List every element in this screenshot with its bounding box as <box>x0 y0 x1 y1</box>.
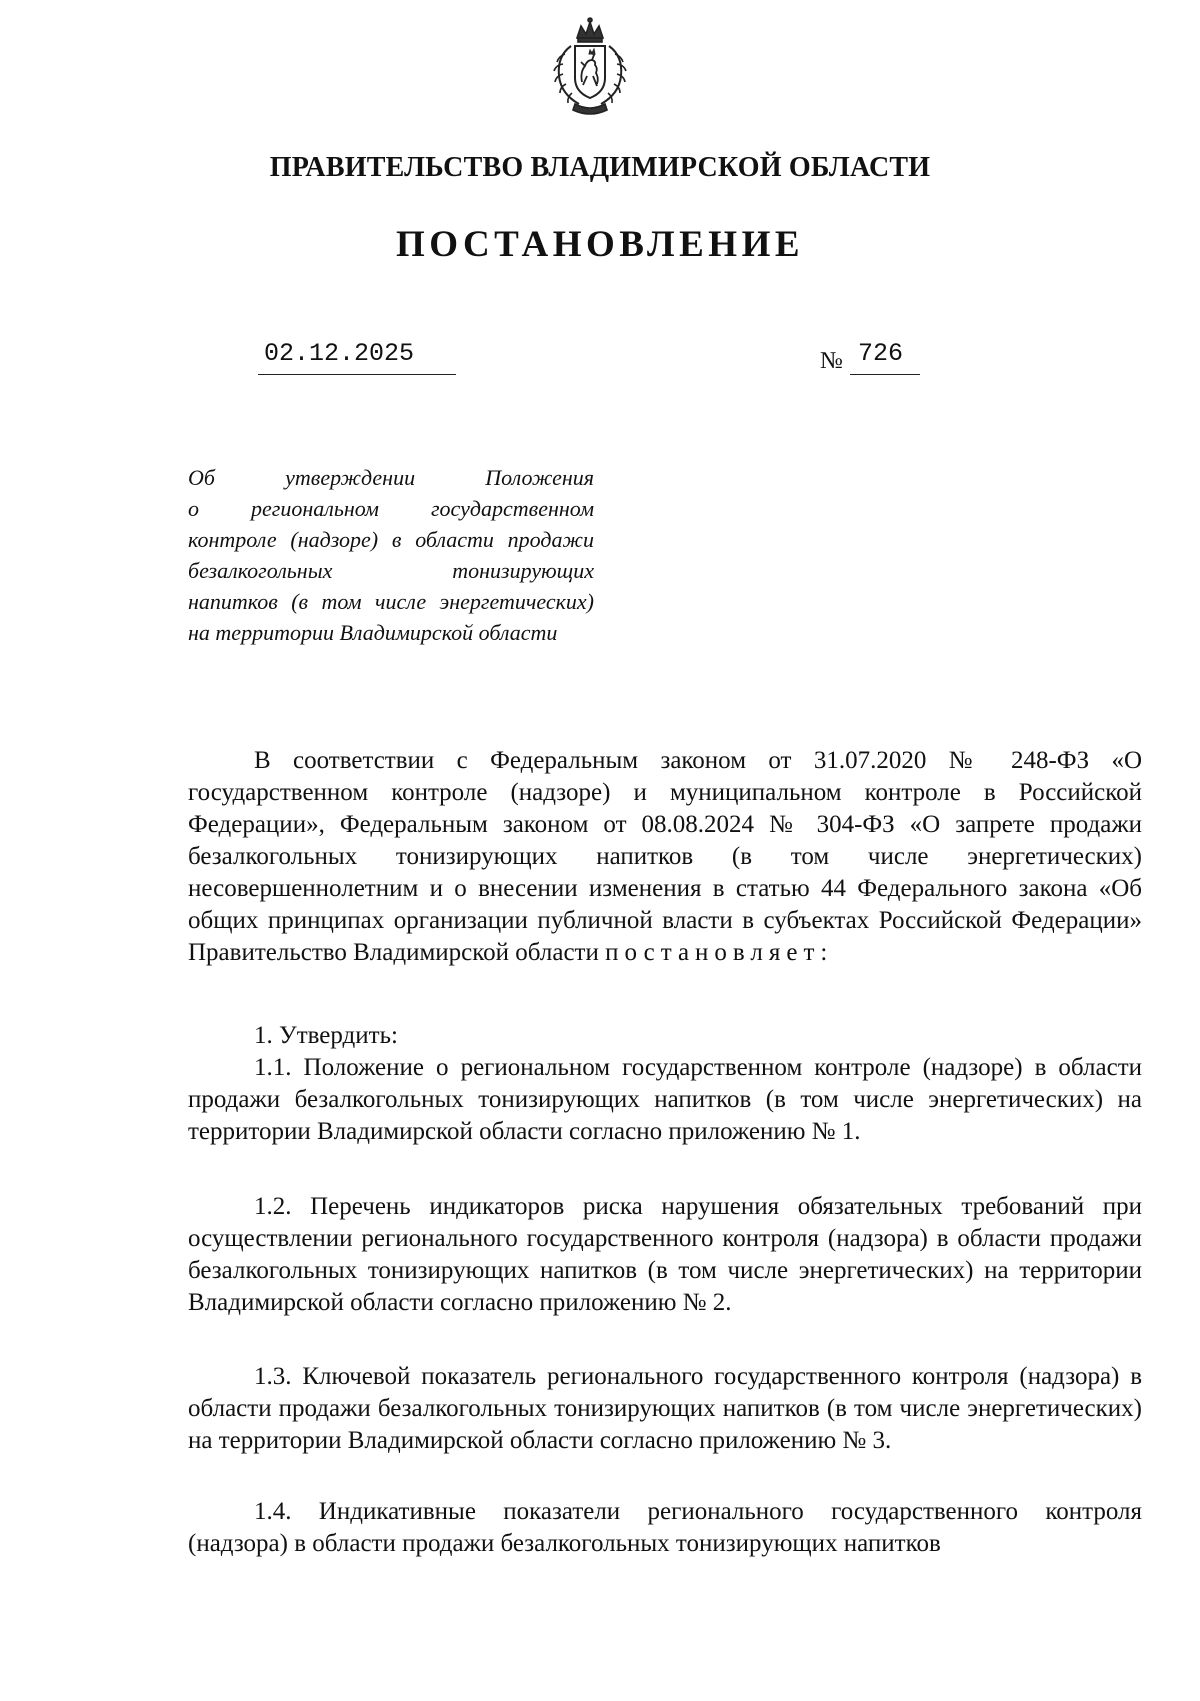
subject-line: Об утверждении Положения <box>188 465 594 490</box>
item-1-3-text: 1.3. Ключевой показатель регионального государственного контроля (надзора) в области продажи безалкогольных тонизирующих напитков (в том числе энергетических) на территории Владимирской области согласно приложению № 3. <box>188 1363 1142 1454</box>
subject-line: напитков (в том числе энергетических) <box>188 589 594 614</box>
number-label: № <box>820 348 843 374</box>
coat-of-arms-emblem <box>535 16 645 120</box>
subject-line: о региональном государственном <box>188 496 594 521</box>
subject-line: контроле (надзоре) в области продажи <box>188 527 594 552</box>
item-1-4 <box>188 1496 1142 1560</box>
item-1-2 <box>188 1191 1142 1319</box>
resolves-word: постановляет: <box>605 939 834 966</box>
item-1-1-text: 1.1. Положение о региональном государственном контроле (надзоре) в области продажи безалкогольных тонизирующих напитков (в том числе энергетических) на территории Владимирской области согласно приложению № 1. <box>188 1054 1142 1145</box>
item-1-text: 1. Утвердить: <box>254 1022 398 1049</box>
document-number: 726 <box>850 337 920 375</box>
preamble-text: В соответствии с Федеральным законом от 31.07.2020 № 248-ФЗ «О государственном контроле (надзоре) и муниципальном контроле в Российской Федерации», Федеральным законом от 08.08.2024 № 304-ФЗ «О запрете продажи безалкогольных тонизирующих напитков (в том числе энергетических) несовершеннолетним и о внесении изменения в статью 44 Федерального закона «Об общих принципах организации публичной власти в субъектах Российской Федерации» Правительство Владимирской области <box>188 747 1142 966</box>
document-subject <box>188 462 594 648</box>
issuing-authority: ПРАВИТЕЛЬСТВО ВЛАДИМИРСКОЙ ОБЛАСТИ <box>269 152 931 183</box>
item-1-3 <box>188 1361 1142 1457</box>
preamble <box>188 745 1142 969</box>
item-1-2-text: 1.2. Перечень индикаторов риска нарушения обязательных требований при осуществлении регионального государственного контроля (надзора) в области продажи безалкогольных тонизирующих напитков (в том числе энергетических) на территории Владимирской области согласно приложению № 2. <box>188 1193 1142 1316</box>
document-date: 02.12.2025 <box>258 337 456 375</box>
subject-line: безалкогольных тонизирующих <box>188 558 594 583</box>
item-1 <box>188 1020 1142 1052</box>
subject-line: на территории Владимирской области <box>188 620 558 645</box>
item-1-4-text: 1.4. Индикативные показатели регионального государственного контроля (надзора) в области продажи безалкогольных тонизирующих напитков <box>188 1498 1142 1557</box>
item-1-1 <box>188 1052 1142 1148</box>
document-type: ПОСТАНОВЛЕНИЕ <box>395 224 805 265</box>
